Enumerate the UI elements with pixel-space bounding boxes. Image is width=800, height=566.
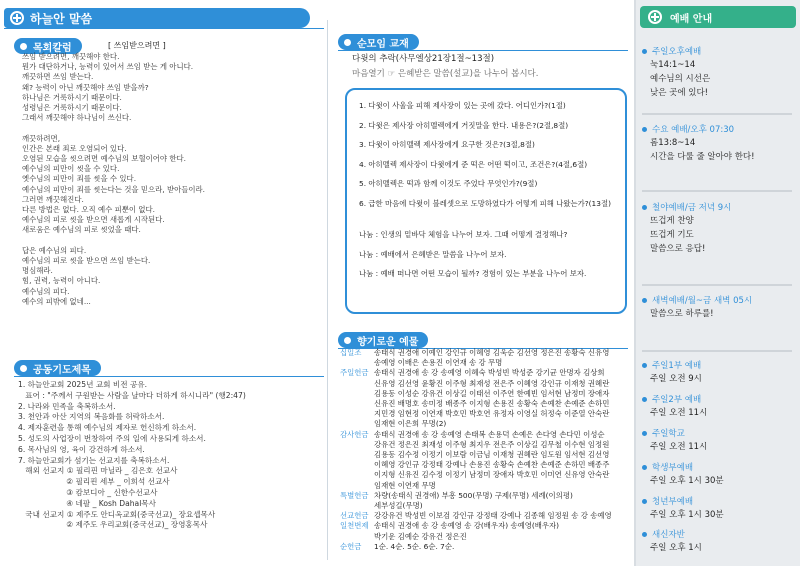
pastor-line: 명심해라. [22,266,53,276]
share-item: 나눔 : 인생의 밑바닥 체험을 나누어 보자. 그때 어떻게 결정해나? [359,230,568,239]
section-separator [642,350,792,352]
pastor-column-body [22,52,312,307]
cell-material-title: 순모임 교재 [357,38,409,50]
offering-names: 강강유건 박성빈 이보검 강인규 강정태 강예나 김종해 임정원 송 강 송예영 [374,511,612,521]
prayer-item: ② 제주도 우리교회(중국선교)_ 장영홍목사 [18,520,208,530]
pastor-line [22,123,312,133]
pastor-line: 예수님의 피로 씻을 받으면 쓰임 받는다. [22,256,151,266]
worship-section-title: 주일2부 예배 [642,392,707,406]
pastor-line: 힘, 권력, 능력이 아니다. [22,276,101,286]
question-item: 1. 다윗이 사울을 피해 제사장이 있는 곳에 갔다. 어디인가?(1절) [359,101,566,110]
bullet-icon [642,431,647,436]
prayer-rule [14,376,324,377]
worship-section [642,460,724,488]
worship-section-title: 새신자반 [642,527,702,541]
pastor-line: 예수님의 피만이 씻을 수 있다. [22,164,120,174]
worship-section-line: 주일 오전 11시 [650,442,708,452]
worship-section-line: 주일 오전 11시 [650,408,708,418]
plus-circle-icon [648,10,662,24]
worship-header [640,6,796,28]
worship-section-title: 청년부예배 [642,494,724,508]
pastor-line [22,236,312,246]
prayer-item: ③ 캄보디아 _ 신한수선교사 [18,487,158,497]
worship-section [642,200,731,256]
worship-section-line: 눅14:1~14 [650,60,696,70]
pastor-line: 성령님은 거룩하시기 때문이다. [22,103,122,113]
question-item: 6. 급한 마음에 다윗이 블레셋으로 도망하였다가 어떻게 피해 나왔는가?(13절) [359,198,611,208]
offering-label: 십일조 [340,348,362,357]
prayer-item: 7. 하늘안교회가 섬기는 선교지를 축복하소서. [18,455,170,465]
bullet-icon [642,205,647,210]
dot-icon [20,43,27,50]
column-divider [327,20,328,560]
offering-names: 송태식 권경애 이예인 강인규 이혜영 김욱순 김선영 정은진 송황숙 신유영 송예영 이배은 손용진 이연재 송 강 무명 [374,348,610,368]
worship-section-line: 낮은 곳에 있다! [650,88,709,98]
worship-section-line: 롬13:8~14 [650,138,696,148]
pastor-line: 예수님의 피로 씻을 받으면 새롭게 시작된다. [22,215,165,225]
prayer-item: ④ 네팔 _ Kosh Dahal목사 [18,498,156,508]
prayer-item: ② 필리핀 세부 _ 이희석 선교사 [18,477,170,487]
pastor-line: 쓰임 받으려면, 깨끗해야 한다. [22,52,120,61]
prayer-body [18,380,323,531]
worship-section-line: 뜨겁게 찬양 [650,216,694,226]
offering-label: 일천번제 [340,521,369,531]
worship-section-line: 시간을 다룰 줄 알아야 한다! [650,152,755,162]
bullet-icon [642,532,647,537]
worship-section-title: 철야예배/금 저녁 9시 [642,200,731,214]
pastor-column-subtitle: [ 쓰임받으려면 ] [108,41,166,50]
offering-row [340,348,630,368]
worship-section [642,358,702,386]
worship-section-line: 주일 오전 9시 [650,374,702,384]
cell-material-tab [338,34,419,50]
header-underline [4,28,324,29]
prayer-item: 6. 목사님의 영, 육이 강건하게 하소서. [18,444,145,454]
prayer-item: 3. 천안과 아산 지역의 복음화를 허락하소서. [18,412,165,422]
offering-label: 특별헌금 [340,490,369,500]
plus-circle-icon [10,11,24,25]
offering-row [340,491,630,511]
worship-section [642,426,707,454]
prayer-item: 2. 나라와 민족을 축복하소서. [18,401,116,411]
offering-label: 선교헌금 [340,511,369,521]
pastor-column-title: 목회칼럼 [33,42,72,54]
offering-title: 향기로운 예물 [357,336,419,348]
offering-label: 순헌금 [340,541,362,551]
pastor-line: 새로움은 예수님의 피로 씻었을 때다. [22,225,141,235]
pastor-line: 예수님의 피다. [22,286,70,296]
bullet-icon [642,298,647,303]
worship-section-title: 주일1부 예배 [642,358,702,372]
worship-section-line: 예수님의 시선은 [650,74,711,84]
pastor-line: 하나님은 거룩하시기 때문이다. [22,92,122,102]
worship-section-line: 주일 오후 1시 30분 [650,476,724,486]
cell-subheading: 마음열기 ☞ 은혜받은 말씀(설교)을 나누어 봅시다. [352,69,539,79]
offering-row [340,542,630,552]
bullet-icon [642,499,647,504]
question-item: 5. 아히멜렉은 떡과 함께 이것도 주었다 무엇인가?(9절) [359,179,538,188]
worship-section [642,494,724,522]
pastor-line: 그러면 깨끗해진다. [22,194,84,204]
worship-section-line: 말씀으로 응답! [650,244,706,254]
pastor-line: 인간은 본래 죄로 오염되어 있다. [22,143,127,153]
prayer-item: 5. 성도의 사업장이 번창하여 주의 일에 사용되게 하소서. [18,433,206,443]
share-item: 나눔 : 예배에서 은혜받은 말씀을 나누어 보자. [359,249,507,259]
page-header [4,8,310,28]
worship-section-title: 주일학교 [642,426,707,440]
dot-icon [344,337,351,344]
offering-row [340,511,630,521]
worship-section-line: 주일 오후 1시 [650,543,702,553]
offering-tab [338,332,428,348]
share-item: 나눔 : 예배 떠나면 어떤 모습이 될까? 경험이 있는 부분을 나누어 보자. [359,269,587,278]
worship-section-title: 수요 예배/오후 07:30 [642,122,755,136]
section-separator [642,284,792,286]
bullet-icon [642,397,647,402]
offering-names: 송태식 권경애 송 강 송예영 손태복 손용덕 손예은 손다영 손다민 이성순 강유건 정은진 최재성 이주형 최지우 전은주 이상길 김무철 이수현 임정원 김용동 김수정 이정기 이보람 이금님 이재청 권혜란 임도원 임서현 김선영 이혜영 강인규 강정태 강예나 손용진 송황숙 손예찬 손예준 손하민 배종주 이지형 신유진 김수정 이정기 남정미 장애자 박호민 이미연 신유영 안숙란 임재현 이연재 무명 [374,429,610,490]
worship-sidebar [636,0,800,566]
offering-names: 송태식 권경애 송 강 송예영 이혜숙 박성빈 박성준 강기균 안명자 김상희 신유영 김선영 윤황진 이주형 최재성 전은주 이혜영 강인규 이재청 권혜란 김용동 이성순 강유건 이상길 이태선 이주연 한예빈 임서현 남정미 장애자 신유진 배명호 송미정 배종주 이지형 손용진 송황숙 손예찬 손예준 손하민 지민경 임현정 이연재 박호민 박호연 유정자 이영실 허정숙 이준열 안숙란 임재현 이은희 무명(2) [374,368,610,429]
pastor-line: 오염된 모습을 씻으려면 예수님의 보혈이어야 한다. [22,154,187,164]
pastor-line: 옛수님의 피만이 죄를 씻을 수 있다. [22,174,137,184]
pastor-line: 왜? 능력이 아닌 깨끗해야 쓰임 받을까? [22,82,149,92]
prayer-item: 표어 : "주께서 구원받는 사람을 날마다 더하게 하시니라" (행2:47) [18,390,246,400]
worship-title: 예배 안내 [670,13,713,25]
worship-section [642,44,710,100]
share-list [359,229,613,288]
worship-section-line: 주일 오후 1시 30분 [650,510,724,520]
worship-section [642,293,752,321]
prayer-item: 4. 제자훈련을 통해 예수님의 제자로 헌신하게 하소서. [18,423,197,433]
prayer-tab [14,360,101,376]
bullet-icon [642,465,647,470]
worship-section-title: 주일오후예배 [642,44,710,58]
worship-section-line: 말씀으로 하루를! [650,309,714,319]
dot-icon [20,365,27,372]
cell-heading: 다윗의 추락(사무엘상21장1절~13절) [352,54,495,64]
section-separator [642,190,792,192]
pastor-line: 예수님의 피만이 죄를 씻는다는 것을 믿으라, 받아들이라. [22,184,206,194]
worship-section [642,527,702,555]
prayer-title: 공동기도제목 [33,364,91,376]
worship-section [642,122,755,164]
cell-rule [338,50,628,51]
worship-section [642,392,707,420]
prayer-item: 해외 선교지 ① 필리핀 마닐라 _ 김은호 선교사 [18,466,178,476]
worship-section-title: 새벽예배/월~금 새벽 05시 [642,293,752,307]
offering-names: 송태식 권경애 송 강 송예영 송 강(배우자) 송예영(배우자) 박기운 김예순 강유건 정은진 [374,521,560,541]
bullet-icon [642,49,647,54]
offering-row [340,521,630,541]
page-title: 하늘안 말씀 [30,11,93,26]
worship-section-title: 학생부예배 [642,460,724,474]
question-item: 3. 다윗이 아히멜렉 제사장에게 요구한 것은?(3절,8절) [359,140,535,149]
bullet-icon [642,127,647,132]
pastor-line: 그래서 깨끗해야 하나님이 쓰신다. [22,113,132,123]
offering-row [340,430,630,491]
question-list [359,100,613,217]
pastor-line: 깨끗하면 쓰임 받는다. [22,72,94,82]
offering-label: 감사헌금 [340,429,369,439]
pastor-line: 답은 예수님의 피다. [22,245,87,255]
question-box [345,88,627,314]
worship-section-line: 뜨겁게 기도 [650,230,694,240]
section-separator [642,113,792,115]
prayer-item: 1. 하늘안교회 2025년 교회 비전 공유. [18,380,148,389]
question-item: 4. 아히멜렉 제사장이 다윗에게 준 떡은 어떤 떡이고, 조건은?(4절,6절) [359,159,588,169]
dot-icon [344,39,351,46]
pastor-line: 뭔가 대단하거나, 능력이 있어서 쓰임 받는 게 아니다. [22,62,194,72]
pastor-line: 예수의 피밖에 없네... [22,296,91,306]
offering-label: 주일헌금 [340,368,369,378]
pastor-line: 깨끗하려면, [22,133,61,143]
pastor-line: 다른 방법은 없다. 오직 예수 피뿐이 없다. [22,205,156,215]
offering-names: 차량(송태식 권경애) 부흥 500(무명) 구제(무명) 세례(이의평) 세부성길(무명) [374,490,573,511]
offering-row [340,368,630,429]
bullet-icon [642,363,647,368]
offering-names: 1순. 4순. 5순. 6순. 7순. [374,541,455,551]
prayer-item: 국내 선교지 ① 제주도 안디옥교회(중국선교)_ 장요셉목사 [18,509,216,519]
question-item: 2. 다윗은 제사장 아히멜렉에게 거짓말을 한다. 내용은?(2절,8절) [359,120,569,130]
offering-list [340,348,630,552]
